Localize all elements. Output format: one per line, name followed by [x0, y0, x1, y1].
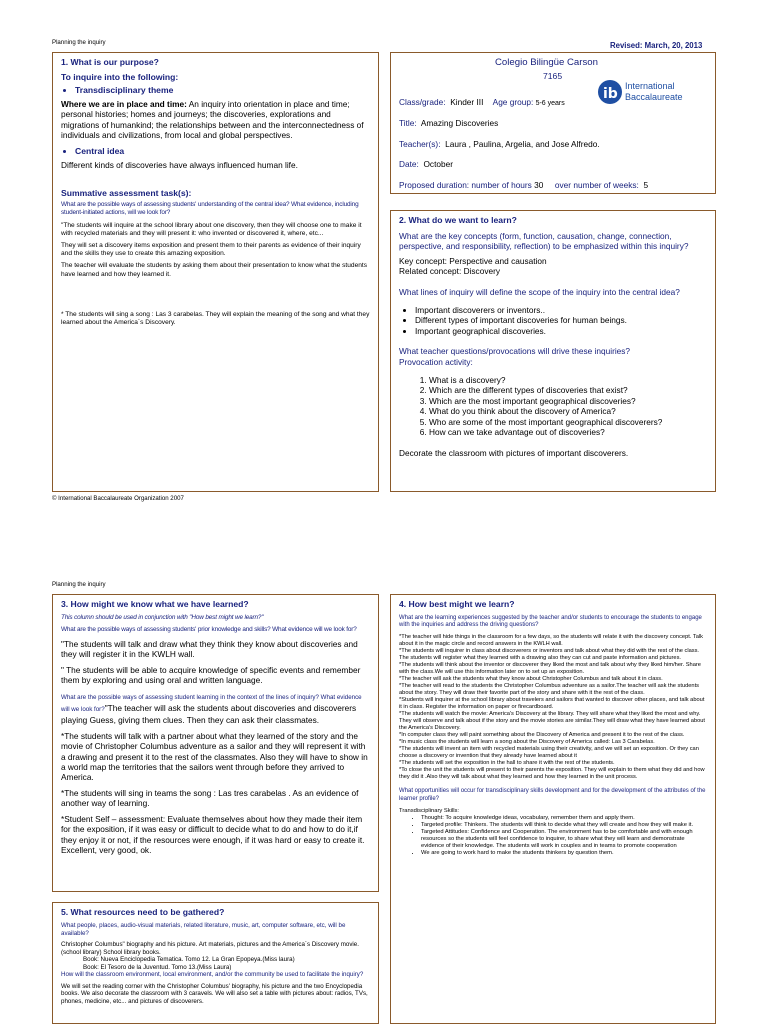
school-name: Colegio Bilingüe Carson	[495, 57, 598, 68]
learning-item: *To close the unit the students will present to their parents the exposition. They will explain to them what they did and how they did it .Also they will talk about what they learned and how they learned in the unit process.	[399, 767, 705, 781]
learn-box	[390, 210, 716, 492]
skills-title: Transdisciplinary Skills:	[399, 807, 460, 814]
summative-p1: "The students will inquire at the school library about one discovery, then they will choose one to make it with recycled materials and they will present it: who invented or discovered it, where, etc...	[61, 222, 362, 238]
summative-p3: The teacher will evaluate the students by asking them about their presentation to know what the students have learned and how they learned it.	[61, 262, 368, 278]
prior-knowledge-question: What are the possible ways of assessing students' prior knowledge and skills? What evidence will we look for?	[61, 626, 357, 633]
skill-item: • We are going to work hard to make the students thinkers by question them.	[421, 850, 707, 857]
page1-running-header: Planning the inquiry	[52, 39, 106, 46]
skill-item: • Targeted profile: Thinkers. The students will think to decide what they will create and how they will make it.	[421, 822, 707, 829]
related-concept: Related concept: Discovery	[399, 266, 500, 277]
driving-question: 2. Which are the different types of discoveries that exist?	[429, 385, 707, 395]
summative-heading: Summative assessment task(s):	[61, 188, 192, 199]
theme-text: Where we are in place and time: An inquiry into orientation in place and time; personal histories; homes and journeys; the discoveries, explorations and migrations of humankind; the relationships between and the interconnectedness of individuals and civilizations, from local and global perspectives.	[61, 99, 364, 141]
summative-p4: * The students will sing a song : Las 3 carabelas. They will explain the meaning of the song and what they learned about the America´s Discovery.	[61, 310, 370, 326]
skill-item: • Targeted Attitudes: Confidence and Cooperation. The environment has to be comfortable and with enough resources so the students will feel confidence to inquirer, to share what they will learn and demonstrate evidence of their knowledge. The students will work in couples and in teams to promote cooperation	[421, 829, 707, 850]
resource-book1: Book: Nueva Enciclopedia Tematica. Tomo 12. La Gran Epopeya.(Miss laura)	[83, 956, 295, 963]
assessment-p1: "The students will talk and draw what they think they know about discoveries and they will register it in the KWLH wall.	[61, 639, 358, 660]
unit-info-box	[390, 52, 716, 194]
page2-running-header: Planning the inquiry	[52, 581, 106, 588]
assessment-p2: " The students will be able to acquire knowledge of specific events and remember them by exploring and using oral and written language.	[61, 664, 361, 686]
column-note: This column should be used in conjunction with "How best might we learn?"	[61, 614, 264, 621]
ib-logo-line1: International	[625, 81, 675, 91]
learning-item: *The teacher will hide things in the classroom for a few days, so the students will relate it with the discovery concept. Talk about it in the magic circle and record answers in the KWLH wall.	[399, 634, 704, 648]
learning-item: *The students will invent an item with recycled materials using their creativity, and we will set an exposition. Or they can choose a discovery or invention that they already have learned about it	[399, 746, 699, 760]
ib-logo	[597, 79, 703, 107]
title-row: Title: Amazing Discoveries	[399, 118, 499, 128]
line-of-inquiry: • Different types of important discoveries for human beings.	[415, 315, 707, 325]
resource-book2: Book: El Tesoro de la Juventud. Tomo 13.(Miss Laura)	[83, 963, 232, 971]
learning-item: *In music class the students will learn a song about the Discovery of America called: Las 3 Carabelas.	[399, 739, 655, 746]
summative-p2: They will set a discovery items exposition and present them to their parents as evidence of their inquiry and the skills they use to create this amazing exposition.	[61, 242, 361, 258]
driving-question: 1. What is a discovery?	[429, 375, 707, 385]
learning-item: *The students will set the exposition in the hall to share it with the rest of the students.	[399, 760, 615, 767]
revised-date: Revised: March, 20, 2013	[610, 41, 703, 50]
know-learned-heading: 3. How might we know what we have learned?	[61, 599, 249, 609]
opportunities-question: What opportunities will occur for transdisciplinary skills development and for the development of the attributes of the learner profile?	[399, 788, 706, 802]
learning-item: *Students will inquirer at the school library about travelers and sailors that wanted to discover other places, and talk about it in class. Register the information on paper or firecardboard.	[399, 697, 705, 711]
line-of-inquiry: • Important discoverers or inventors..	[415, 305, 707, 315]
theme-bullet: • Transdisciplinary theme	[75, 85, 370, 95]
driving-question: 6. How can we take advantage out of discoveries?	[429, 427, 707, 437]
ib-logo-icon	[597, 79, 623, 105]
driving-question: 3. Which are the most important geographical discoveries?	[429, 396, 707, 406]
resources-question: What people, places, audio-visual materials, related literature, music, art, computer software, etc, will be available?	[61, 922, 346, 937]
learn-heading: 2. What do we want to learn?	[399, 215, 517, 225]
school-code: 7165	[543, 71, 563, 81]
key-concept: Key concept: Perspective and causation	[399, 255, 547, 266]
central-idea-bullet: • Central idea	[75, 146, 370, 156]
purpose-subheading: To inquire into the following:	[61, 72, 179, 82]
driving-question: 4. What do you think about the discovery of America?	[429, 406, 707, 416]
learning-experiences-list	[399, 634, 707, 781]
learning-question: What are the learning experiences suggested by the teacher and/or students to encourage the students to engage with the inquiries and address the driving questions?	[399, 615, 702, 629]
learning-item: *The students will inquirer in class about discoverers or inventors and talk about what they did with the rest of the class. The students will register what they learned with a drawing also they can cut and paste information and pictures.	[399, 648, 700, 662]
copyright-footer: © International Baccalaureate Organization 2007	[52, 495, 184, 502]
date-row: Date: October	[399, 159, 453, 169]
environment-question: How will the classroom environment, local environment, and/or the community be used to facilitate the inquiry?	[61, 971, 364, 978]
assessment-p6: *Student Self – assessment: Evaluate themselves about how they made their item for the exposition, if it was easy or difficult to decide what to do and how to do it,if they enjoy it or not, if the resources were enough, if it was hard or easy to create it. Excellent, very good, ok.	[61, 813, 365, 855]
teachers-row: Teacher(s): Laura , Paulina, Argelia, and Jose Alfredo.	[399, 139, 600, 149]
driving-question: 5. Who are some of the most important geographical discoverers?	[429, 417, 707, 427]
provocation-label: Provocation activity:	[399, 356, 473, 367]
learning-experiences-box	[390, 594, 716, 1024]
environment-text: We will set the reading corner with the Christopher Columbus' biography, his picture and the two Encyclopedia books. We also decorate the classroom with 3 caravels. We will also set a table with pictures about: radios, TVs, phones, medicine, etc... and pictures of discoverers.	[61, 982, 368, 1005]
decorate-note: Decorate the classroom with pictures of important discoverers.	[399, 447, 629, 458]
assessment-p3: What are the possible ways of assessing student learning in the context of the lines of inquiry? What evidence will we look for?"The teacher will ask the students about discoveries and discoverers playing Guess, giving them clues. Then they can ask their classmates.	[61, 693, 362, 726]
learning-item: *The teacher will ask the students what they know about Christopher Columbus and talk about it in class.	[399, 676, 663, 683]
summative-question: What are the possible ways of assessing students' understanding of the central idea? What evidence, including student-initiated actions, will we look for?	[61, 201, 359, 217]
resources-heading: 5. What resources need to be gathered?	[61, 907, 225, 917]
central-idea-text: Different kinds of discoveries have always influenced human life.	[61, 159, 298, 170]
svg-text:ib: ib	[603, 86, 618, 102]
key-concepts-question: What are the key concepts (form, function, causation, change, connection, perspective, and responsibility, reflection) to be emphasized within this inquiry?	[399, 231, 689, 252]
assessment-p5: *The students will sing in teams the song : Las tres carabelas . As an evidence of another way of learning.	[61, 787, 359, 809]
resource-r1: Christopher Columbus" biography and his picture. Art materials, pictures and the America´s Discovery movie.(school library) School library books.	[61, 941, 359, 956]
learning-heading: 4. How best might we learn?	[399, 599, 515, 609]
learning-item: *In computer class they will paint something about the Discovery of America and present it to the rest of the class.	[399, 732, 685, 739]
skill-item: • Thought: To acquire knowledge ideas, vocabulary, remember them and apply them.	[421, 815, 707, 822]
learning-item: *The students will think about the inventor or discoverer they liked the most and talk about why they liked him/her. Share with the class.We will use this information later on to set up an exposition.	[399, 662, 701, 676]
ib-logo-line2: Baccalaureate	[625, 92, 683, 102]
class-grade-row: Class/grade: Kinder III Age group: 5-6 years	[399, 97, 565, 107]
lines-question: What lines of inquiry will define the scope of the inquiry into the central idea?	[399, 286, 680, 297]
know-learned-box	[52, 594, 379, 892]
learning-item: *The students will watch the movie: America's Discovery at the library. They will share what they liked the most and why. They will observe and talk about if the story and the movie stories are similar.They will draw what they have learned about the America's Discovery.	[399, 711, 706, 732]
purpose-box	[52, 52, 379, 492]
learning-item: *The teacher will read to the students the Christopher Columbus adventure as a sailor.The teacher will ask the students about the story. They will draw their favorite part of the story and share with it the rest of the class.	[399, 683, 700, 697]
resources-box	[52, 902, 379, 1024]
duration-row: Proposed duration: number of hours 30 over number of weeks: 5	[399, 180, 649, 190]
line-of-inquiry: • Important geographical discoveries.	[415, 326, 707, 336]
purpose-heading: 1. What is our purpose?	[61, 57, 159, 67]
teacher-questions-heading: What teacher questions/provocations will drive these inquiries?	[399, 346, 631, 357]
assessment-p4: *The students will talk with a partner about what they learned of the story and the movie of Christopher Columbus adventure as a sailor and they will represent it with a drawing and present it to the rest of the classmates. Also they will have to show in a world map the territories that the sailors went through before they arrived to America.	[61, 730, 368, 783]
